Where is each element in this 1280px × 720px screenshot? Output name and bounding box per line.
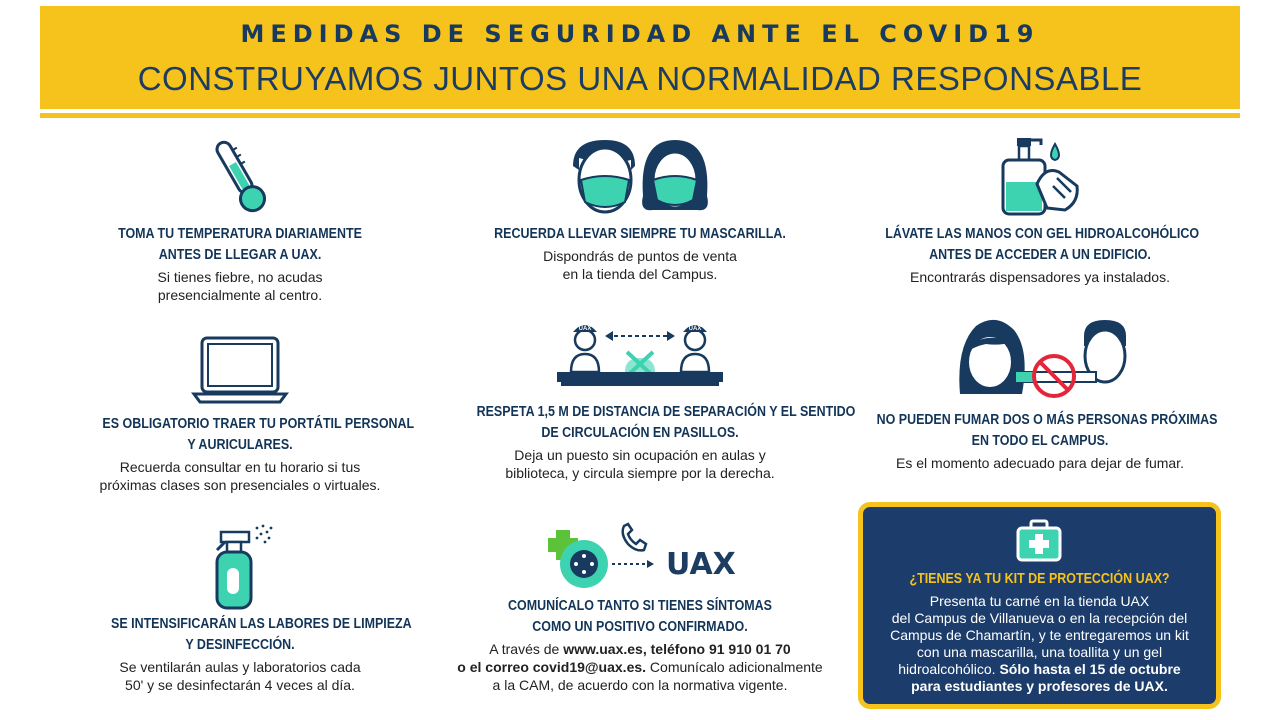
measure-text: 50' y se desinfectarán 4 veces al día. (125, 677, 355, 693)
social-distance-icon (555, 316, 725, 390)
spray-bottle-icon (205, 520, 275, 610)
measure-no-smoking (850, 316, 1230, 472)
measure-title: Y DESINFECCIÓN. (185, 637, 295, 653)
contact-info: www.uax.es, teléfono 91 910 01 70 (563, 641, 791, 657)
kit-text: con una mascarilla, una toallita y un gel (916, 644, 1163, 660)
measure-distance (450, 316, 856, 482)
measure-text: Comunícalo adicionalmente (646, 659, 823, 675)
kit-title: ¿TIENES YA TU KIT DE PROTECCIÓN UAX? (909, 571, 1170, 587)
divider (40, 113, 1240, 118)
page-subtitle: CONSTRUYAMOS JUNTOS UNA NORMALIDAD RESPONSABLE (137, 60, 1143, 97)
measure-title: ES OBLIGATORIO TRAER TU PORTÁTIL PERSONAL (102, 416, 415, 432)
cap-badge-left: UAX (578, 326, 592, 332)
measure-text: presencialmente al centro. (157, 287, 323, 303)
measure-title: EN TODO EL CAMPUS. (971, 433, 1109, 449)
measure-title: NO PUEDEN FUMAR DOS O MÁS PERSONAS PRÓXIMAS (876, 412, 1218, 428)
measure-sanitizer (860, 136, 1220, 286)
measure-text: Se ventilarán aulas y laboratorios cada (119, 659, 361, 675)
measure-title: COMO UN POSITIVO CONFIRMADO. (532, 619, 748, 635)
kit-text: hidroalcohólico. (898, 661, 1000, 677)
thermometer-icon (205, 136, 275, 218)
measure-temperature (90, 136, 390, 304)
contact-email: o el correo covid19@uax.es. (457, 659, 647, 675)
measure-text: Dispondrás de puntos de venta (543, 248, 737, 264)
measure-text: próximas clases son presenciales o virtuales. (99, 477, 381, 493)
measure-report (450, 520, 830, 694)
virus-phone-icon (540, 520, 740, 594)
cap-badge-right: UAX (688, 326, 702, 332)
no-smoking-icon (950, 316, 1130, 398)
measure-text: a la CAM, de acuerdo con la normativa vigente. (492, 677, 788, 693)
uax-logo: UAX (666, 547, 736, 582)
measure-text: Encontrarás dispensadores ya instalados. (910, 269, 1170, 285)
measure-text: Si tienes fiebre, no acudas (157, 269, 323, 285)
measure-text: Es el momento adecuado para dejar de fumar. (896, 455, 1184, 471)
header-banner (40, 6, 1240, 109)
measure-title: LÁVATE LAS MANOS CON GEL HIDROALCOHÓLICO (885, 226, 1200, 242)
protection-kit-box (858, 502, 1221, 709)
face-masks-icon (565, 136, 715, 218)
page-title: MEDIDAS DE SEGURIDAD ANTE EL COVID19 (240, 20, 1040, 48)
measure-title: RESPETA 1,5 M DE DISTANCIA DE SEPARACIÓN Y EL SENTIDO (476, 404, 856, 420)
measure-title: ANTES DE ACCEDER A UN EDIFICIO. (929, 247, 1151, 263)
measure-title: DE CIRCULACIÓN EN PASILLOS. (541, 425, 739, 441)
measure-title: SE INTENSIFICARÁN LAS LABORES DE LIMPIEZA (111, 616, 412, 632)
measure-title: COMUNÍCALO TANTO SI TIENES SÍNTOMAS (508, 598, 772, 614)
measure-title: TOMA TU TEMPERATURA DIARIAMENTE (118, 226, 362, 242)
measure-mask (470, 136, 810, 283)
kit-text: Campus de Chamartín, y te entregaremos un kit (890, 627, 1189, 643)
measure-text: A través de (489, 641, 564, 657)
measure-text: Deja un puesto sin ocupación en aulas y (514, 447, 766, 463)
kit-audience: para estudiantes y profesores de UAX. (911, 678, 1168, 694)
first-aid-kit-icon (1015, 519, 1063, 563)
hand-sanitizer-icon (995, 136, 1085, 218)
laptop-icon (190, 330, 290, 410)
measure-text: biblioteca, y circula siempre por la derecha. (505, 465, 775, 481)
measure-title: RECUERDA LLEVAR SIEMPRE TU MASCARILLA. (494, 226, 786, 242)
measure-cleaning (90, 520, 412, 694)
kit-text: del Campus de Villanueva o en la recepción del (891, 610, 1188, 626)
measure-text: en la tienda del Campus. (562, 266, 718, 282)
kit-text: Presenta tu carné en la tienda UAX (929, 593, 1150, 609)
measure-title: Y AURICULARES. (187, 437, 293, 453)
measure-laptop (80, 330, 415, 494)
measure-title: ANTES DE LLEGAR A UAX. (158, 247, 322, 263)
kit-deadline: Sólo hasta el 15 de octubre (999, 661, 1181, 677)
measure-text: Recuerda consultar en tu horario si tus (119, 459, 361, 475)
